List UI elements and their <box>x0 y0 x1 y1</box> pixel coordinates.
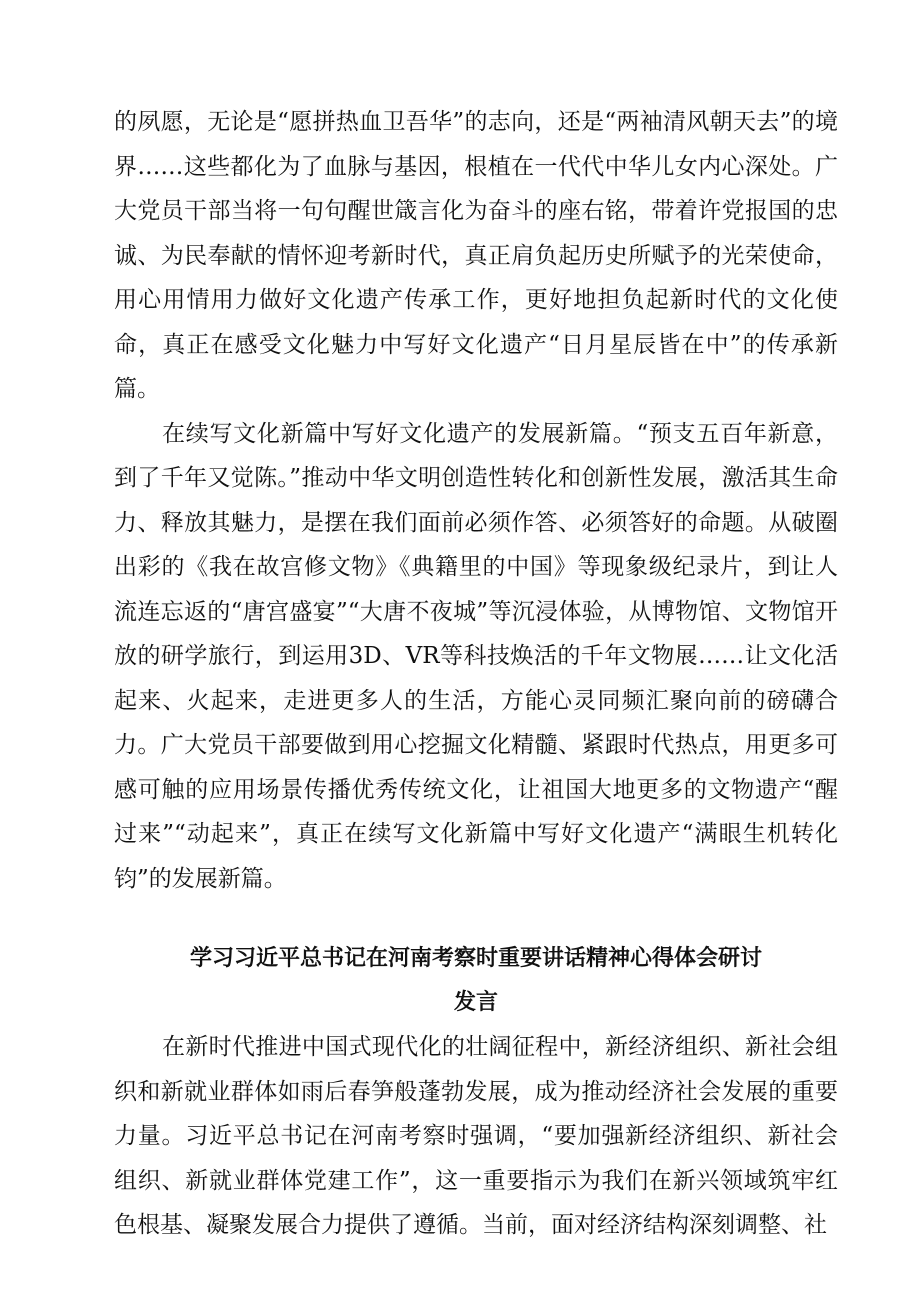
section-heading-line-1: 学习习近平总书记在河南考察时重要讲话精神心得体会研讨 <box>189 946 762 971</box>
section-heading-line-2: 发言 <box>453 990 498 1015</box>
document-page <box>114 100 838 1248</box>
section-heading <box>114 937 838 1025</box>
paragraph-continued: 的夙愿，无论是“愿拼热血卫吾华”的志向，还是“两袖清风朝天去”的境界……这些都化为了血脉与基因，根植在一代代中华儿女内心深处。广大党员干部当将一句句醒世箴言化为奋斗的座右铭，带着许党报国的忠诚、为民奉献的情怀迎考新时代，真正肩负起历史所赋予的光荣使命，用心用情用力做好文化遗产传承工作，更好地担负起新时代的文化使命，真正在感受文化魅力中写好文化遗产“日月星辰皆在中”的传承新篇。 <box>114 109 838 402</box>
paragraph-development: 在续写文化新篇中写好文化遗产的发展新篇。“预支五百年新意，到了千年又觉陈。”推动中华文明创造性转化和创新性发展，激活其生命力、释放其魅力，是摆在我们面前必须作答、必须答好的命题。从破圈出彩的《我在故宫修文物》《典籍里的中国》等现象级纪录片，到让人流连忘返的“唐宫盛宴”“大唐不夜城”等沉浸体验，从博物馆、文物馆开放的研学旅行，到运用3D、VR等科技焕活的千年文物展……让文化活起来、火起来，走进更多人的生活，方能心灵同频汇聚向前的磅礴合力。广大党员干部要做到用心挖掘文化精髓、紧跟时代热点，用更多可感可触的应用场景传播优秀传统文化，让祖国大地更多的文物遗产“醒过来”“动起来”，真正在续写文化新篇中写好文化遗产“满眼生机转化钧”的发展新篇。 <box>114 420 838 892</box>
paragraph-new-sectors: 在新时代推进中国式现代化的壮阔征程中，新经济组织、新社会组织和新就业群体如雨后春笋般蓬勃发展，成为推动经济社会发展的重要力量。习近平总书记在河南考察时强调，“要加强新经济组织、新社会组织、新就业群体党建工作”，这一重要指示为我们在新兴领域筑牢红色根基、凝聚发展合力提供了遵循。当前，面对经济结构深刻调整、社 <box>114 1034 838 1238</box>
